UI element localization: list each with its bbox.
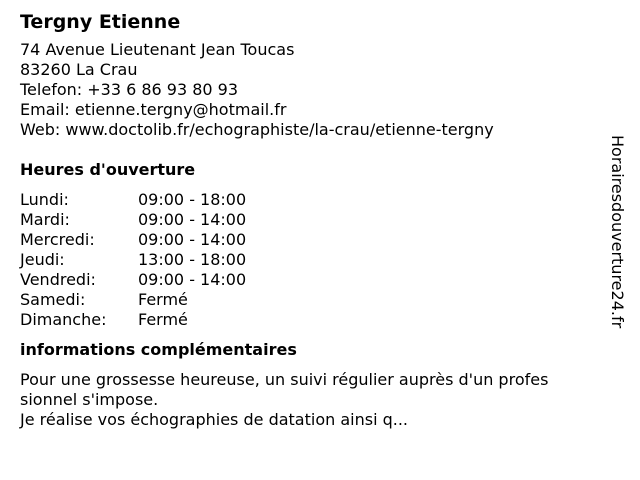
- info-text: [20, 370, 600, 430]
- hours-row-saturday: [20, 290, 610, 310]
- hours-row-thursday: [20, 250, 610, 270]
- hours-row-sunday: [20, 310, 610, 330]
- hours-day: Dimanche:: [20, 310, 107, 329]
- hours-day: Vendredi:: [20, 270, 96, 289]
- info-text-line: sionnel s'impose.: [20, 390, 159, 409]
- hours-row-wednesday: [20, 230, 610, 250]
- business-name: Tergny Etienne: [20, 11, 181, 33]
- hours-row-monday: [20, 190, 610, 210]
- hours-time: 13:00 - 18:00: [138, 250, 247, 269]
- info-text-line: Je réalise vos échographies de datation ainsi q...: [20, 410, 409, 429]
- hours-day: Jeudi:: [20, 250, 65, 269]
- hours-day: Samedi:: [20, 290, 86, 309]
- info-text-line: Pour une grossesse heureuse, un suivi régulier auprès d'un profes: [20, 370, 549, 389]
- contact-block: [20, 40, 610, 140]
- business-card: [20, 10, 610, 430]
- hours-time: 09:00 - 18:00: [138, 190, 247, 209]
- hours-time: 09:00 - 14:00: [138, 230, 247, 249]
- phone-line: Telefon: +33 6 86 93 80 93: [20, 80, 239, 99]
- email-line: Email: etienne.tergny@hotmail.fr: [20, 100, 287, 119]
- address-street: 74 Avenue Lieutenant Jean Toucas: [20, 40, 295, 59]
- hours-time: Fermé: [138, 310, 188, 329]
- hours-time: Fermé: [138, 290, 188, 309]
- site-watermark-label: Horairesdouverture24.fr: [608, 135, 627, 329]
- hours-title: Heures d'ouverture: [20, 160, 196, 179]
- hours-day: Lundi:: [20, 190, 69, 209]
- hours-row-tuesday: [20, 210, 610, 230]
- address-city: 83260 La Crau: [20, 60, 138, 79]
- hours-day: Mardi:: [20, 210, 70, 229]
- hours-row-friday: [20, 270, 610, 290]
- info-title: informations complémentaires: [20, 340, 297, 359]
- hours-day: Mercredi:: [20, 230, 95, 249]
- web-line: Web: www.doctolib.fr/echographiste/la-crau/etienne-tergny: [20, 120, 494, 139]
- hours-table: [20, 190, 610, 330]
- hours-time: 09:00 - 14:00: [138, 210, 247, 229]
- hours-time: 09:00 - 14:00: [138, 270, 247, 289]
